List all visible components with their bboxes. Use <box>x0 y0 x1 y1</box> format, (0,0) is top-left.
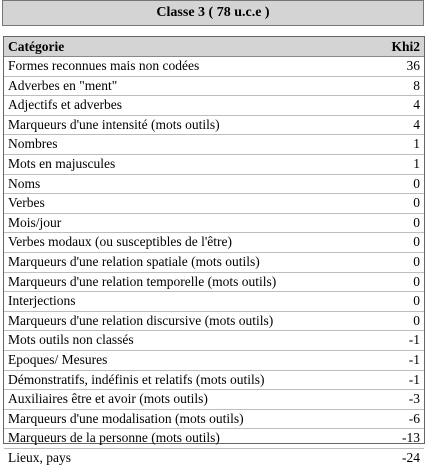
header-category: Catégorie <box>4 37 356 57</box>
row-khi2: 0 <box>356 311 424 331</box>
table-row <box>4 96 424 116</box>
table-row <box>4 154 424 174</box>
header-row <box>4 37 424 57</box>
table-row <box>4 331 424 351</box>
row-khi2: -1 <box>356 370 424 390</box>
class-title <box>2 0 424 26</box>
khi2-table-container <box>3 36 425 444</box>
row-category: Verbes modaux (ou susceptibles de l'être) <box>4 233 356 253</box>
row-khi2: -6 <box>356 409 424 429</box>
row-khi2: -1 <box>356 350 424 370</box>
table-row <box>4 115 424 135</box>
row-category: Marqueurs d'une relation spatiale (mots outils) <box>4 252 356 272</box>
table-row <box>4 252 424 272</box>
table-row <box>4 350 424 370</box>
table-row <box>4 213 424 233</box>
row-category: Epoques/ Mesures <box>4 350 356 370</box>
row-category: Marqueurs d'une relation discursive (mots outils) <box>4 311 356 331</box>
row-khi2: 1 <box>356 135 424 155</box>
row-category: Noms <box>4 174 356 194</box>
table-row <box>4 390 424 410</box>
header-khi2: Khi2 <box>356 37 424 57</box>
row-category: Mots outils non classés <box>4 331 356 351</box>
table-row <box>4 76 424 96</box>
row-category: Lieux, pays <box>4 448 356 467</box>
row-khi2: 0 <box>356 233 424 253</box>
row-khi2: 4 <box>356 115 424 135</box>
table-row <box>4 429 424 449</box>
table-row <box>4 409 424 429</box>
row-khi2: -3 <box>356 390 424 410</box>
table-row <box>4 272 424 292</box>
row-khi2: 0 <box>356 213 424 233</box>
row-khi2: -1 <box>356 331 424 351</box>
row-khi2: 1 <box>356 154 424 174</box>
row-category: Interjections <box>4 292 356 312</box>
row-khi2: 36 <box>356 57 424 77</box>
table-row <box>4 233 424 253</box>
table-row <box>4 57 424 77</box>
row-category: Marqueurs d'une relation temporelle (mots outils) <box>4 272 356 292</box>
row-category: Mois/jour <box>4 213 356 233</box>
table-row <box>4 311 424 331</box>
table-row <box>4 174 424 194</box>
row-khi2: 8 <box>356 76 424 96</box>
row-category: Formes reconnues mais non codées <box>4 57 356 77</box>
row-category: Nombres <box>4 135 356 155</box>
row-category: Démonstratifs, indéfinis et relatifs (mots outils) <box>4 370 356 390</box>
class-title-text: Classe 3 ( 78 u.c.e ) <box>156 5 269 21</box>
table-row <box>4 194 424 214</box>
table-row <box>4 292 424 312</box>
row-khi2: -13 <box>356 429 424 449</box>
row-khi2: 0 <box>356 292 424 312</box>
table-row <box>4 370 424 390</box>
table-header <box>4 37 424 57</box>
row-khi2: -24 <box>356 448 424 467</box>
table-body <box>4 57 424 467</box>
row-category: Adjectifs et adverbes <box>4 96 356 116</box>
table-row <box>4 448 424 467</box>
row-khi2: 0 <box>356 174 424 194</box>
row-category: Marqueurs de la personne (mots outils) <box>4 429 356 449</box>
row-category: Mots en majuscules <box>4 154 356 174</box>
table-row <box>4 135 424 155</box>
khi2-table <box>4 37 424 467</box>
row-category: Auxiliaires être et avoir (mots outils) <box>4 390 356 410</box>
row-khi2: 0 <box>356 252 424 272</box>
row-category: Marqueurs d'une intensité (mots outils) <box>4 115 356 135</box>
row-category: Marqueurs d'une modalisation (mots outils) <box>4 409 356 429</box>
row-khi2: 0 <box>356 194 424 214</box>
row-khi2: 0 <box>356 272 424 292</box>
row-category: Verbes <box>4 194 356 214</box>
row-category: Adverbes en "ment" <box>4 76 356 96</box>
row-khi2: 4 <box>356 96 424 116</box>
